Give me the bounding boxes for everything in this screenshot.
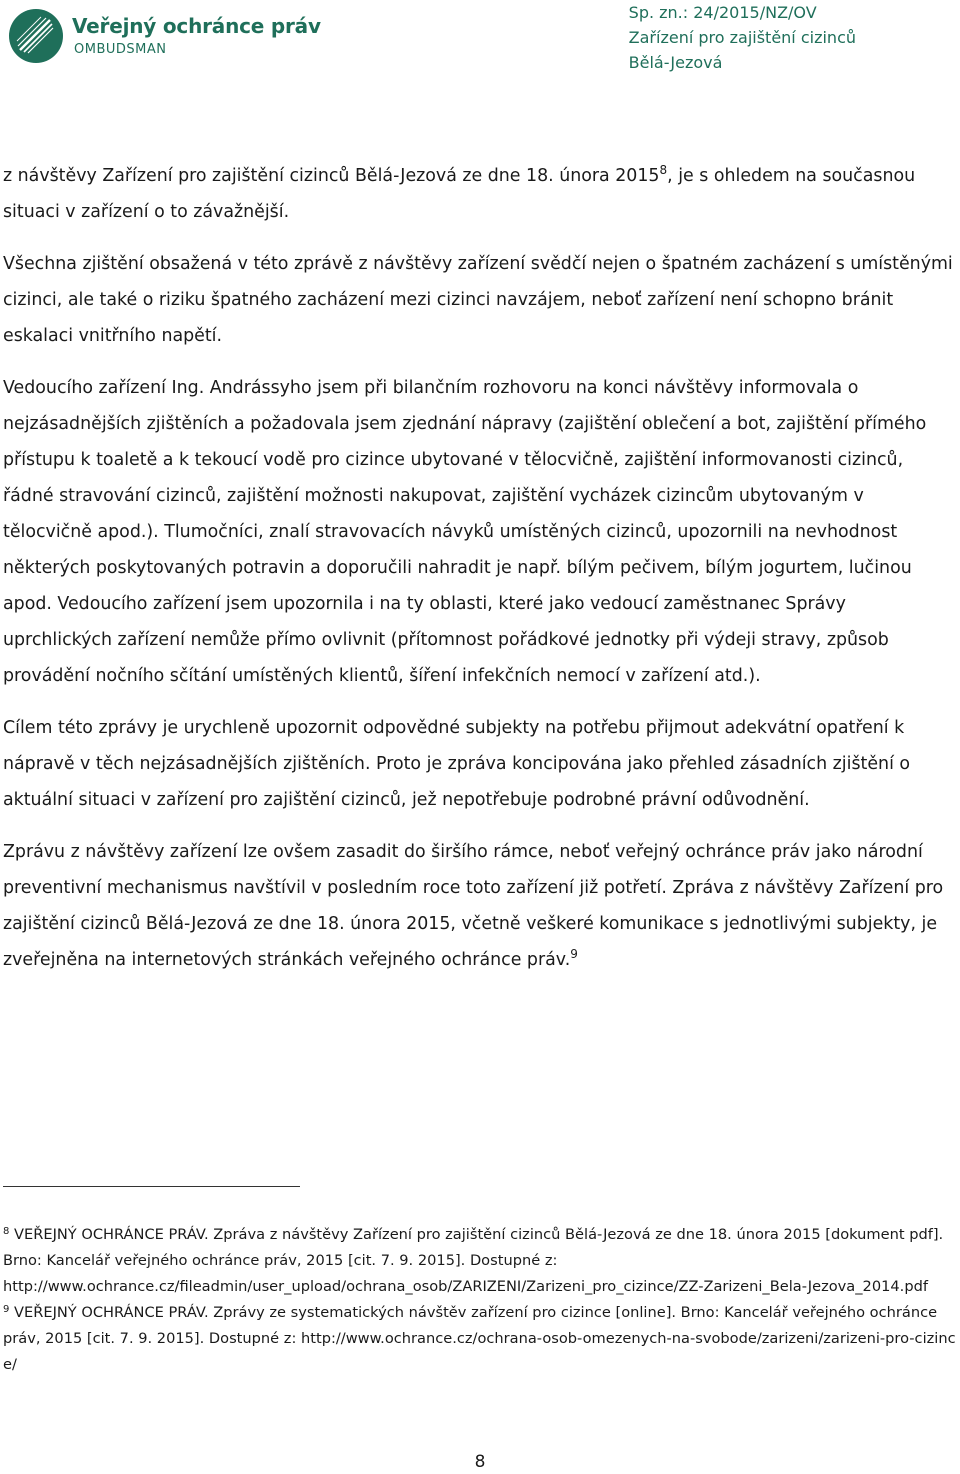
paragraph-1-text: z návštěvy Zařízení pro zajištění cizinců Bělá-Jezová ze dne 18. února 2015 (3, 166, 660, 186)
page-header (0, 0, 960, 80)
footnotes (3, 1222, 957, 1378)
footnote-8-link[interactable]: http://www.ochrance.cz/fileadmin/user_upload/ochrana_osob/ZARIZENI/Zarizeni_pro_cizince/ZZ-Zarizeni_Bela-Jezova_2014.pdf (3, 1278, 928, 1295)
facility-location: Bělá-Jezová (628, 53, 723, 72)
case-number: Sp. zn.: 24/2015/NZ/OV (628, 3, 817, 22)
paragraph-3: Vedoucího zařízení Ing. Andrássyho jsem při bilančním rozhovoru na konci návštěvy informovala o nejzásadnějších zjištěních a požadovala jsem zjednání nápravy (zajištění oblečení a bot, zajištění přímého přístupu k toaletě a k tekoucí vodě pro cizince ubytované v tělocvičně, zajištění informovanosti cizinců, řádné stravování cizinců, zajištění možnosti nakupovat, zajištění vycházek cizincům ubytovaným v tělocvičně apod.). Tlumočníci, znalí stravovacích návyků umístěných cizinců, upozornili na nevhodnost některých poskytovaných potravin a doporučili nahradit je např. bílým pečivem, bílým jogurtem, lučinou apod. Vedoucího zařízení jsem upozornila i na ty oblasti, které jako vedoucí zaměstnanec Správy uprchlických zařízení nemůže přímo ovlivnit (přítomnost pořádkové jednotky při výdeji stravy, způsob provádění nočního sčítání umístěných klientů, šíření infekčních nemocí v zařízení atd.). (3, 378, 927, 686)
footnote-8-text: VEŘEJNÝ OCHRÁNCE PRÁV. Zpráva z návštěvy Zařízení pro zajištění cizinců Bělá-Jezová ze dne 18. února 2015 [dokument pdf]. Brno: Kancelář veřejného ochránce práv, 2015 [cit. 7. 9. 2015]. Dostupné z: (3, 1226, 944, 1269)
paragraph-2: Všechna zjištění obsažená v této zprávě z návštěvy zařízení svědčí nejen o špatném zacházení s umístěnými cizinci, ale také o riziku špatného zacházení mezi cizinci navzájem, neboť zařízení není schopno bránit eskalaci vnitřního napětí. (3, 254, 953, 346)
footnote-ref-8[interactable]: 8 (659, 163, 668, 177)
facility-name: Zařízení pro zajištění cizinců (628, 28, 856, 47)
paragraph-1-tail: , je s ohledem na současnou situaci v zařízení o to závažnější. (3, 166, 916, 222)
footnote-separator (3, 1186, 300, 1187)
footnote-8-number: 8 (3, 1226, 10, 1237)
footnote-9-link[interactable]: http://www.ochrance.cz/ochrana-osob-omezenych-na-svobode/zarizeni/zarizeni-pro-cizince/ (3, 1330, 956, 1373)
footnote-9-text: VEŘEJNÝ OCHRÁNCE PRÁV. Zprávy ze systematických návštěv zařízení pro cizince [online]. Brno: Kancelář veřejného ochránce práv, 2015 [cit. 7. 9. 2015]. Dostupné z: (3, 1304, 938, 1347)
paragraph-4: Cílem této zprávy je urychleně upozornit odpovědné subjekty na potřebu přijmout adekvátní opatření k nápravě v těch nejzásadnějších zjištěních. Proto je zpráva koncipována jako přehled zásadních zjištění o aktuální situaci v zařízení pro zajištění cizinců, jež nepotřebuje podrobné právní odůvodnění. (3, 718, 911, 810)
ombudsman-logo (6, 6, 321, 66)
logo-subtitle: OMBUDSMAN (74, 42, 167, 57)
paragraph-5 (3, 834, 957, 978)
logo-title: Veřejný ochránce práv (72, 14, 321, 38)
footnote-ref-9[interactable]: 9 (570, 947, 578, 961)
reference-block (629, 0, 856, 75)
ombudsman-logo-icon (6, 6, 66, 66)
footnote-9 (3, 1300, 957, 1378)
footnote-8 (3, 1222, 957, 1300)
paragraph-5-text: Zprávu z návštěvy zařízení lze ovšem zasadit do širšího rámce, neboť veřejný ochránce práv jako národní preventivní mechanismus navštívil v posledním roce toto zařízení již potřetí. Zpráva z návštěvy Zařízení pro zajištění cizinců Bělá-Jezová ze dne 18. února 2015, včetně veškeré komunikace s jednotlivými subjekty, je zveřejněna na internetových stránkách veřejného ochránce práv. (3, 842, 944, 970)
page-number: 8 (474, 1452, 486, 1472)
main-text (3, 158, 957, 994)
paragraph-1 (3, 158, 957, 230)
footnote-9-number: 9 (3, 1304, 10, 1315)
